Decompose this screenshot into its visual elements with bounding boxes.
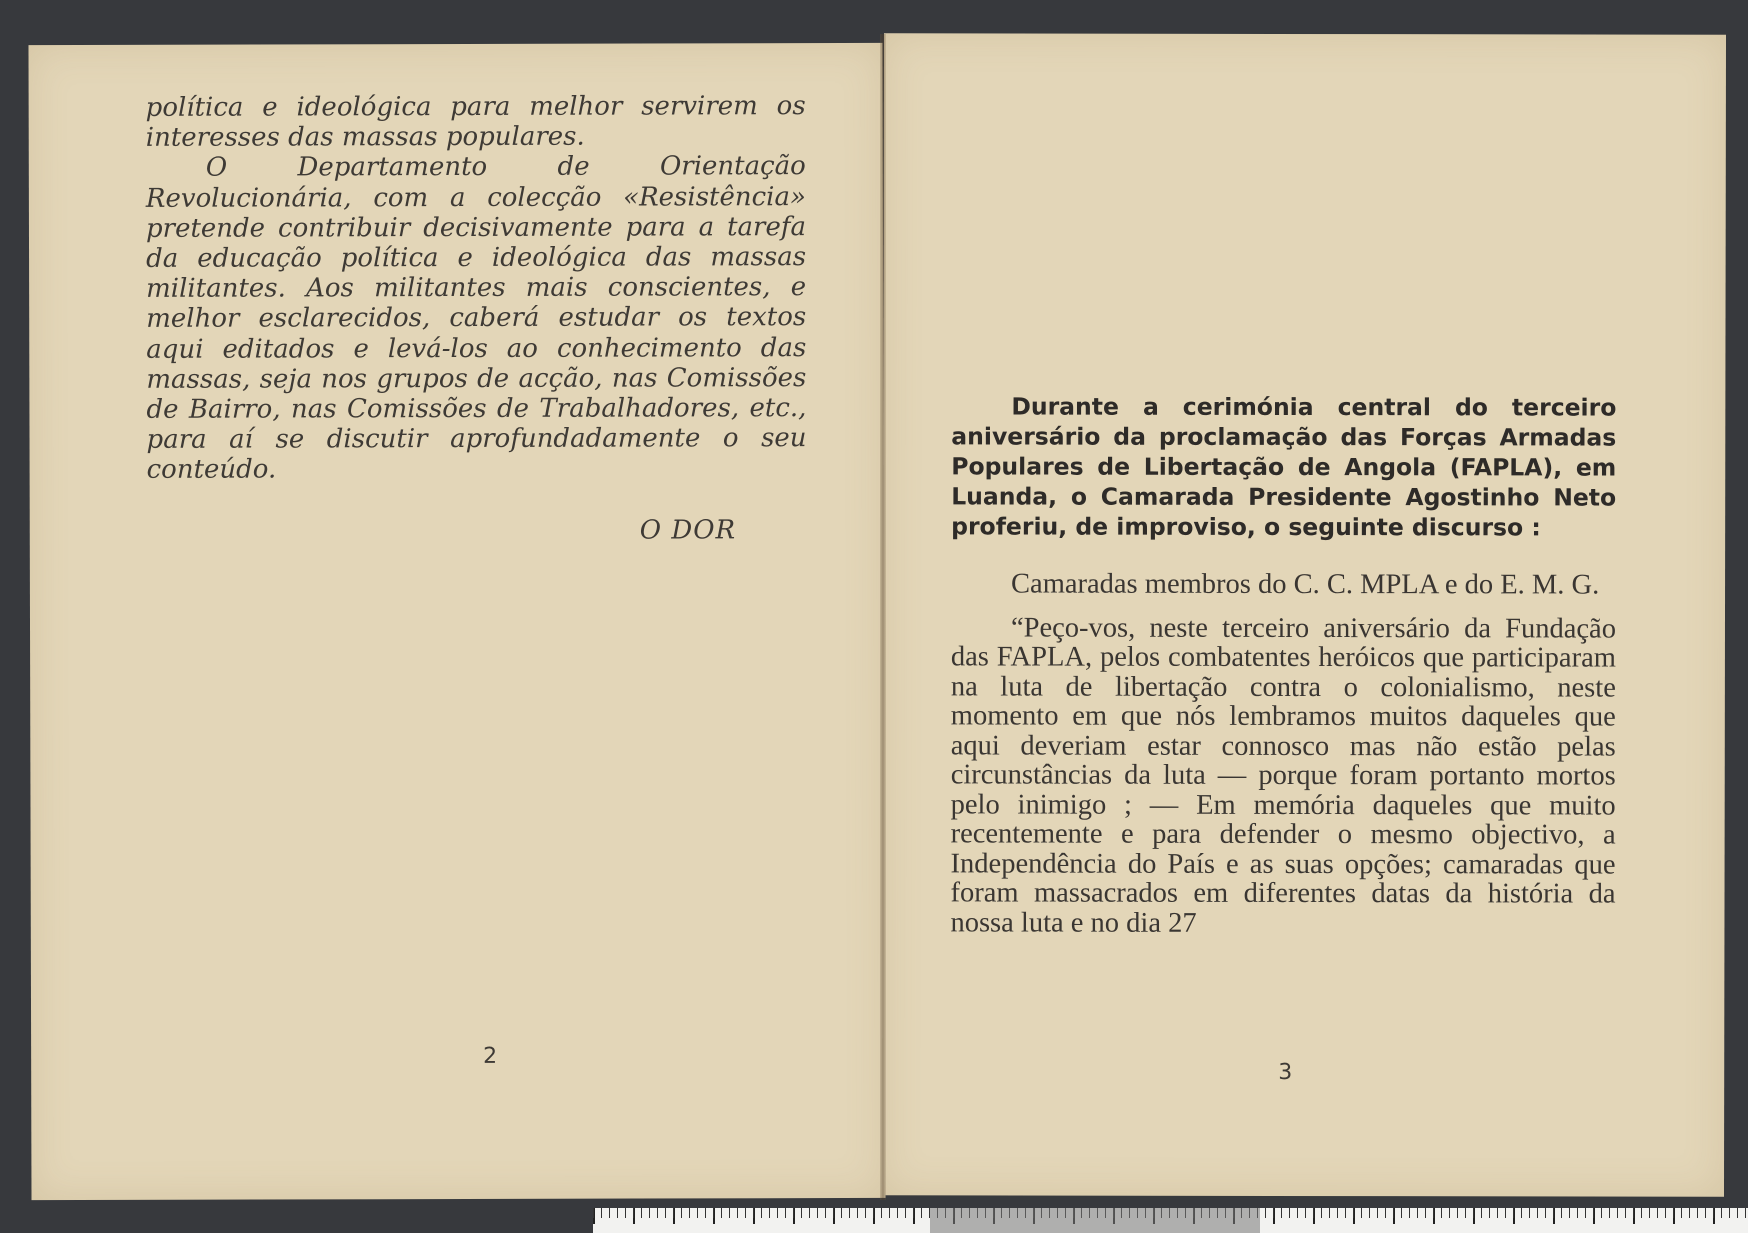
page-number-right: 3 [1278, 1059, 1293, 1085]
signature: O DOR [639, 515, 737, 546]
salutation: Camaradas membros do C. C. MPLA e do E. M. G. [1011, 568, 1600, 601]
speech-paragraph: “Peço-vos, neste terceiro aniversário da Fundação das FAPLA, pelos combatentes heróicos que participaram na luta de libertação contra o colonialismo, neste momento em que nós lembramos muitos daqueles que aqui deveriam estar connosco mas não estão pelas circunstâncias da luta — porque foram portanto mortos pelo inimigo ; — Em memória daqueles que muito recentemente e para defender o mesmo objectivo, a Independência do País e as suas opções; camaradas que foram massacrados em diferentes datas da história da nossa luta e no dia 27 [950, 611, 1617, 939]
scale-ruler-band [930, 1208, 1260, 1233]
intro-paragraph: Durante a cerimónia central do terceiro aniversário da proclamação das Forças Armadas Populares de Libertação de Angola (FAPLA), em Luanda, o Camarada Presidente Agostinho Neto proferiu, de improviso, o seguinte discurso : [951, 392, 1617, 542]
left-page [28, 43, 885, 1200]
book-spine-fold [880, 34, 886, 1200]
speech-body [950, 569, 1616, 938]
paragraph-dor-statement: O Departamento de Orientação Revolucionária, com a colecção «Resistência» pretende contribuir decisivamente para a tarefa da educação política e ideológica das massas militantes. Aos militantes mais conscientes, e melhor esclarecidos, caberá estudar os textos aqui editados e levá-los ao conhecimento das massas, seja nos grupos de acção, nas Comissões de Bairro, nas Comissões de Trabalhadores, etc., para aí se discutir aprofundadamente o seu conteúdo. [145, 151, 807, 486]
page-number-left: 2 [483, 1043, 498, 1069]
left-page-body [146, 91, 807, 485]
right-page [882, 33, 1726, 1196]
paragraph-continuation: política e ideológica para melhor servirem os interesses das massas populares. [145, 91, 806, 154]
